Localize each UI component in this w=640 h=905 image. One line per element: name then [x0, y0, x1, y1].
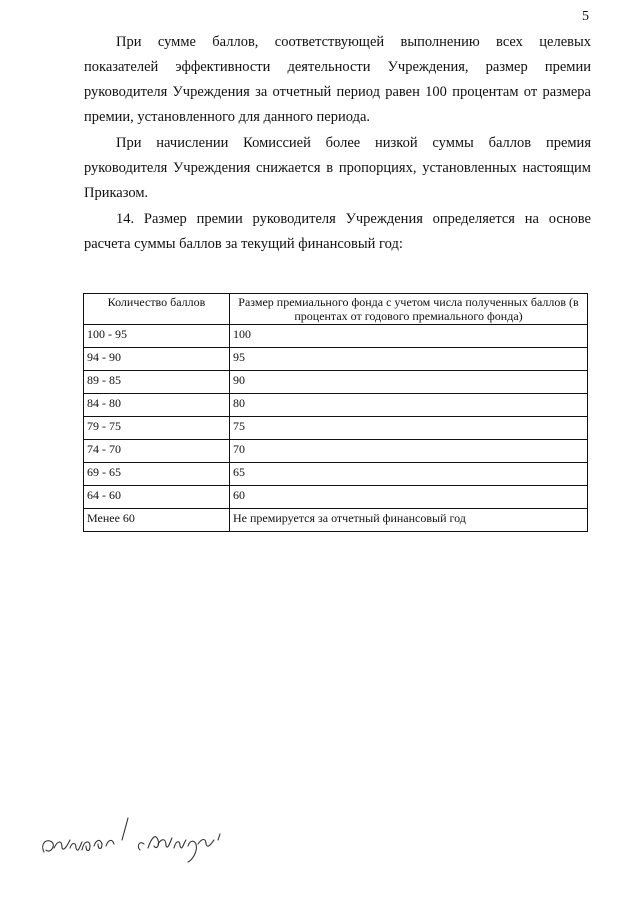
cell-bonus-percent: 95 [230, 348, 588, 371]
paragraph-reduced-bonus: При начислении Комиссией более низкой суммы баллов премия руководителя Учреждения снижается в пропорциях, установленных настоящим Приказом. [84, 135, 591, 201]
table-row [84, 509, 588, 532]
header-score-count: Количество баллов [84, 294, 230, 325]
paragraph-clause-14: 14. Размер премии руководителя Учреждения определяется на основе расчета суммы баллов за текущий финансовый год: [84, 211, 591, 252]
cell-bonus-percent: 70 [230, 440, 588, 463]
cell-score-range: 79 - 75 [84, 417, 230, 440]
cell-score-range: 89 - 85 [84, 371, 230, 394]
table-row [84, 486, 588, 509]
cell-score-range: 64 - 60 [84, 486, 230, 509]
cell-score-range: 69 - 65 [84, 463, 230, 486]
bonus-score-table [83, 293, 588, 532]
cell-bonus-percent: 100 [230, 325, 588, 348]
cell-score-range: 94 - 90 [84, 348, 230, 371]
signature-image [36, 800, 256, 870]
table-row [84, 440, 588, 463]
cell-bonus-percent: 80 [230, 394, 588, 417]
table-row [84, 371, 588, 394]
cell-bonus-percent: 65 [230, 463, 588, 486]
table-row [84, 394, 588, 417]
cell-bonus-percent: 75 [230, 417, 588, 440]
cell-bonus-percent: 60 [230, 486, 588, 509]
header-bonus-fund-size: Размер премиального фонда с учетом числа полученных баллов (в процентах от годового премиального фонда) [230, 294, 588, 325]
table-row [84, 463, 588, 486]
cell-score-range: Менее 60 [84, 509, 230, 532]
cell-score-range: 100 - 95 [84, 325, 230, 348]
cell-score-range: 84 - 80 [84, 394, 230, 417]
cell-score-range: 74 - 70 [84, 440, 230, 463]
table-header-row [84, 294, 588, 325]
table-row [84, 348, 588, 371]
table-row [84, 417, 588, 440]
paragraph-full-bonus: При сумме баллов, соответствующей выполнению всех целевых показателей эффективности деятельности Учреждения, размер премии руководителя Учреждения за отчетный период равен 100 процентам от размера премии, установленного для данного периода. [84, 34, 591, 125]
table-row [84, 325, 588, 348]
page-number: 5 [582, 9, 589, 24]
cell-bonus-percent: 90 [230, 371, 588, 394]
cell-bonus-percent: Не премируется за отчетный финансовый год [230, 509, 588, 532]
